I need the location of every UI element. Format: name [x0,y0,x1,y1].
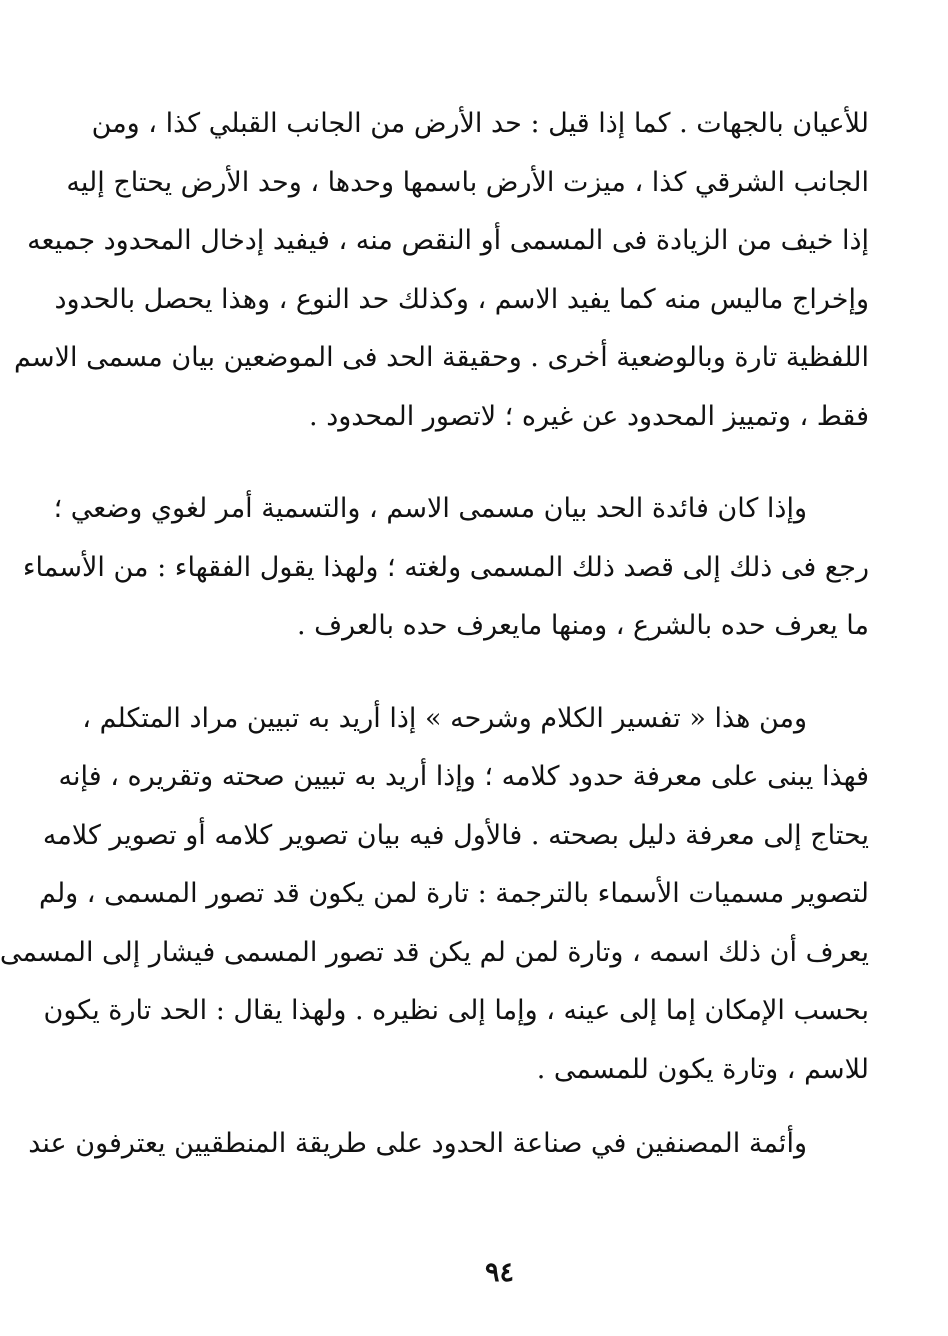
text-line: للأعيان بالجهات . كما إذا قيل : حد الأرض من الجانب القبلي كذا ، ومن [91,108,869,139]
paragraph-gap [129,656,869,690]
text-line: فقط ، وتمييز المحدود عن غيره ؛ لاتصور المحدود . [309,400,869,432]
text-line: وإذا كان فائدة الحد بيان مسمى الاسم ، والتسمية أمر لغوي وضعي ؛ [53,493,807,524]
paragraph-gap [129,1099,869,1115]
paragraph-4 [28,1115,869,1174]
text-line: رجع فى ذلك إلى قصد ذلك المسمى ولغته ؛ ولهذا يقول الفقهاء : من الأسماء [22,551,869,583]
page-body [0,95,869,1174]
text-line: ما يعرف حده بالشرع ، ومنها مايعرف حده بالعرف . [296,610,869,641]
text-line: للاسم ، وتارة يكون للمسمى . [536,1053,869,1085]
paragraph-2 [22,480,869,656]
paragraph-3 [0,690,869,1100]
text-line: لتصوير مسميات الأسماء بالترجمة : تارة لمن يكون قد تصور المسمى ، ولم [38,878,869,909]
text-line: الجانب الشرقي كذا ، ميزت الأرض باسمها وحدها ، وحد الأرض يحتاج إليه [66,166,869,198]
text-line: يعرف أن ذلك اسمه ، وتارة لمن لم يكن قد تصور المسمى فيشار إلى المسمى [0,936,869,968]
text-line: وأئمة المصنفين في صناعة الحدود على طريقة المنطقيين يعترفون عند [28,1128,807,1159]
text-line: يحتاج إلى معرفة دليل بصحته . فالأول فيه بيان تصوير كلامه أو تصوير كلامه [42,819,869,851]
text-line: وإخراج ماليس منه كما يفيد الاسم ، وكذلك حد النوع ، وهذا يحصل بالحدود [54,283,869,315]
paragraph-gap [129,446,869,480]
text-line: اللفظية تارة وبالوضعية أخرى . وحقيقة الحد فى الموضعين بيان مسمى الاسم [14,342,869,373]
text-line: إذا خيف من الزيادة فى المسمى أو النقص منه ، فيفيد إدخال المحدود جميعه [27,225,869,256]
text-line: فهذا يبنى على معرفة حدود كلامه ؛ وإذا أريد به تبيين صحته وتقريره ، فإنه [58,761,869,792]
page-number: ٩٤ [484,1257,514,1288]
text-line: بحسب الإمكان إما إلى عينه ، وإما إلى نظيره . ولهذا يقال : الحد تارة يكون [43,995,869,1026]
paragraph-1 [14,95,869,446]
text-line: ومن هذا « تفسير الكلام وشرحه » إذا أريد به تبيين مراد المتكلم ، [82,702,807,734]
